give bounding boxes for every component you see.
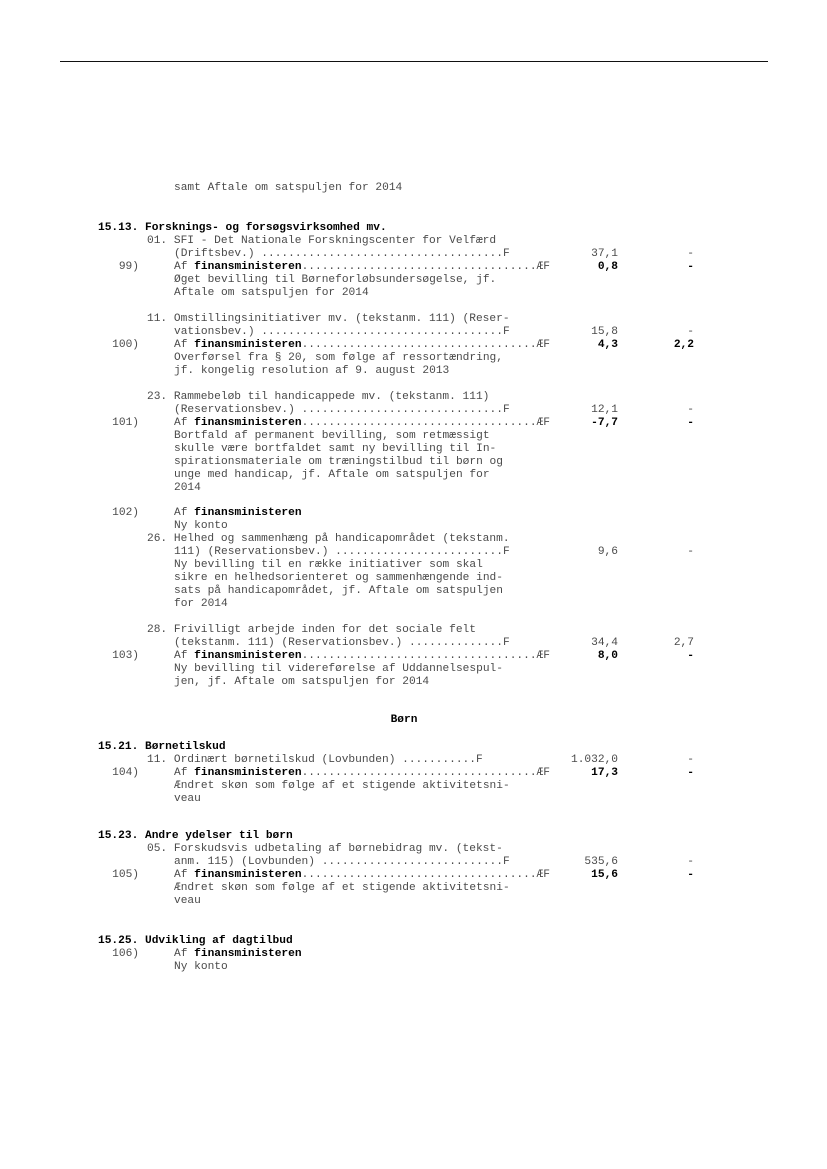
account-23-type: (Reservationsbev.) ..............................F xyxy=(174,404,510,416)
amendment-100-text: Overførsel fra § 20, som følge af ressortændring, xyxy=(174,352,503,364)
account-11-title: 11. Ordinært børnetilskud (Lovbunden) ...........F xyxy=(147,754,483,766)
chapter-heading-born: Børn xyxy=(390,714,418,726)
amendment-104-text: Ændret skøn som følge af et stigende aktivitetsni- xyxy=(174,780,510,792)
account-01-title: 01. SFI - Det Nationale Forskningscenter for Velfærd xyxy=(147,235,497,247)
account-23-value: 12,1 xyxy=(591,404,618,416)
amendment-103-proposer: Af finansministeren...................................ÆF xyxy=(174,650,550,662)
account-26-text: for 2014 xyxy=(174,598,228,610)
amendment-102-text: Ny konto xyxy=(174,520,228,532)
section-heading-15-21: 15.21. Børnetilskud xyxy=(98,741,226,753)
amendment-105-proposer: Af finansministeren...................................ÆF xyxy=(174,869,550,881)
account-26-text: Ny bevilling til en række initiativer som skal xyxy=(174,559,483,571)
amendment-105-value: 15,6 xyxy=(591,869,618,881)
account-26-title: 26. Helhed og sammenhæng på handicapområdet (tekstanm. xyxy=(147,533,510,545)
amendment-106-text: Ny konto xyxy=(174,961,228,973)
amendment-number-106: 106) xyxy=(112,948,139,960)
amendment-number-102: 102) xyxy=(112,507,139,519)
amendment-105-value-2: - xyxy=(687,869,694,881)
account-05-type: anm. 115) (Lovbunden) ...........................F xyxy=(174,856,510,868)
account-11-value-2: - xyxy=(687,326,694,338)
amendment-101-text: unge med handicap, jf. Aftale om satspuljen for xyxy=(174,469,490,481)
account-01-value: 37,1 xyxy=(591,248,618,260)
amendment-100-text: jf. kongelig resolution af 9. august 2013 xyxy=(174,365,450,377)
account-26-value-2: - xyxy=(687,546,694,558)
amendment-101-proposer: Af finansministeren...................................ÆF xyxy=(174,417,550,429)
account-28-value: 34,4 xyxy=(591,637,618,649)
amendment-101-value: -7,7 xyxy=(591,417,618,429)
amendment-number-105: 105) xyxy=(112,869,139,881)
intro-text: samt Aftale om satspuljen for 2014 xyxy=(174,182,403,194)
header-rule xyxy=(60,61,768,62)
account-01-value-2: - xyxy=(687,248,694,260)
amendment-106-proposer: Af finansministeren xyxy=(174,948,302,960)
account-11-value: 15,8 xyxy=(591,326,618,338)
amendment-103-value: 8,0 xyxy=(597,650,618,662)
account-05-title: 05. Forskudsvis udbetaling af børnebidrag mv. (tekst- xyxy=(147,843,503,855)
account-28-value-2: 2,7 xyxy=(673,637,694,649)
amendment-101-text: 2014 xyxy=(174,482,201,494)
amendment-104-value-2: - xyxy=(687,767,694,779)
amendment-number-99: 99) xyxy=(118,261,139,273)
amendment-99-proposer: Af finansministeren...................................ÆF xyxy=(174,261,550,273)
amendment-103-text: Ny bevilling til videreførelse af Uddannelsespul- xyxy=(174,663,503,675)
amendment-101-value-2: - xyxy=(687,417,694,429)
account-01-type: (Driftsbev.) ....................................F xyxy=(174,248,510,260)
account-23-value-2: - xyxy=(687,404,694,416)
account-28-title: 28. Frivilligt arbejde inden for det sociale felt xyxy=(147,624,476,636)
amendment-101-text: Bortfald af permanent bevilling, som retmæssigt xyxy=(174,430,490,442)
amendment-103-text: jen, jf. Aftale om satspuljen for 2014 xyxy=(174,676,430,688)
amendment-number-103: 103) xyxy=(112,650,139,662)
amendment-number-104: 104) xyxy=(112,767,139,779)
amendment-100-proposer: Af finansministeren...................................ÆF xyxy=(174,339,550,351)
account-11-value-2: - xyxy=(687,754,694,766)
amendment-101-text: skulle være bortfaldet samt ny bevilling til In- xyxy=(174,443,497,455)
amendment-99-text: Aftale om satspuljen for 2014 xyxy=(174,287,369,299)
account-28-type: (tekstanm. 111) (Reservationsbev.) ..............F xyxy=(174,637,510,649)
amendment-105-text: veau xyxy=(174,895,201,907)
amendment-number-101: 101) xyxy=(112,417,139,429)
account-26-type: 111) (Reservationsbev.) .........................F xyxy=(174,546,510,558)
amendment-104-text: veau xyxy=(174,793,201,805)
account-11-title: 11. Omstillingsinitiativer mv. (tekstanm. 111) (Reser- xyxy=(147,313,510,325)
amendment-100-value-2: 2,2 xyxy=(673,339,694,351)
amendment-104-value: 17,3 xyxy=(591,767,618,779)
amendment-number-100: 100) xyxy=(112,339,139,351)
amendment-101-text: spirationsmateriale om træningstilbud til børn og xyxy=(174,456,503,468)
account-26-text: sikre en helhedsorienteret og sammenhængende ind- xyxy=(174,572,503,584)
amendment-104-proposer: Af finansministeren...................................ÆF xyxy=(174,767,550,779)
account-05-value-2: - xyxy=(687,856,694,868)
amendment-100-value: 4,3 xyxy=(597,339,618,351)
account-05-value: 535,6 xyxy=(584,856,618,868)
section-heading-15-23: 15.23. Andre ydelser til børn xyxy=(98,830,293,842)
amendment-102-proposer: Af finansministeren xyxy=(174,507,302,519)
amendment-105-text: Ændret skøn som følge af et stigende aktivitetsni- xyxy=(174,882,510,894)
amendment-103-value-2: - xyxy=(687,650,694,662)
account-11-type: vationsbev.) ....................................F xyxy=(174,326,510,338)
account-26-value: 9,6 xyxy=(597,546,618,558)
amendment-99-value: 0,8 xyxy=(597,261,618,273)
section-heading-15-13: 15.13. Forsknings- og forsøgsvirksomhed mv. xyxy=(98,222,387,234)
account-11-value: 1.032,0 xyxy=(571,754,618,766)
section-heading-15-25: 15.25. Udvikling af dagtilbud xyxy=(98,935,293,947)
amendment-99-value-2: - xyxy=(687,261,694,273)
account-23-title: 23. Rammebeløb til handicappede mv. (tekstanm. 111) xyxy=(147,391,490,403)
amendment-99-text: Øget bevilling til Børneforløbsundersøgelse, jf. xyxy=(174,274,497,286)
account-26-text: sats på handicapområdet, jf. Aftale om satspuljen xyxy=(174,585,503,597)
